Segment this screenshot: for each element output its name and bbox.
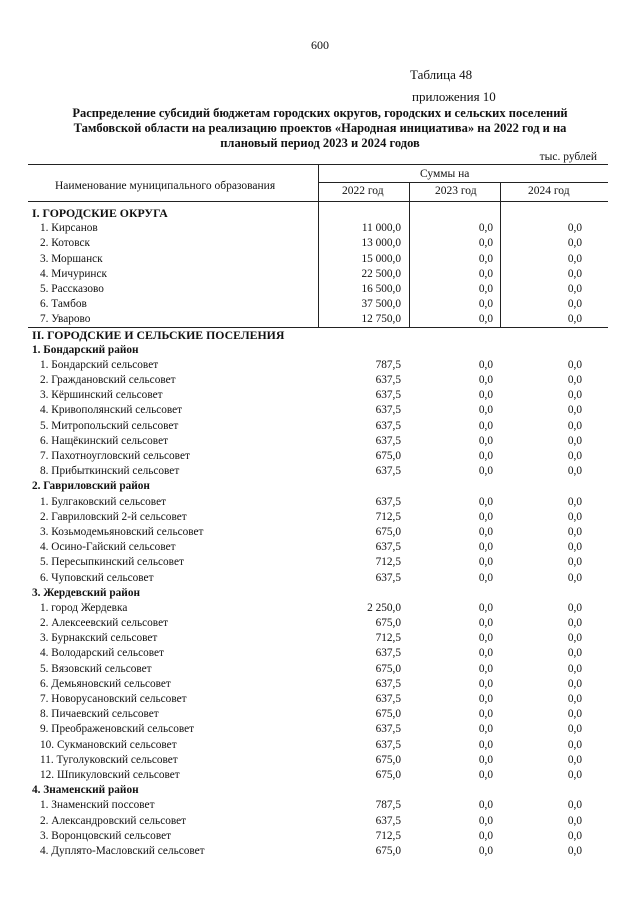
value-2024: 0,0 [567,708,582,721]
value-2024: 0,0 [567,298,582,311]
value-2022: 675,0 [375,525,401,538]
value-2022: 675,0 [375,617,401,630]
row-name: 2. Гавриловский 2-й сельсовет [40,510,187,523]
value-2023: 0,0 [478,708,493,721]
units-label: тыс. рублей [539,151,597,163]
value-2023: 0,0 [478,389,493,402]
row-name: 11. Туголуковский сельсовет [40,753,178,766]
table-row [28,814,608,829]
value-2023: 0,0 [478,495,493,508]
value-2023: 0,0 [478,374,493,387]
value-2022: 675,0 [375,708,401,721]
row-name: 7. Новорусановский сельсовет [40,693,187,705]
table-row [28,722,608,737]
row-name: 1. Бондарский район [32,343,139,356]
value-2024: 0,0 [567,404,582,417]
table-row [28,464,608,479]
value-2023: 0,0 [478,753,493,766]
value-2024: 0,0 [567,450,582,462]
value-2022: 787,5 [375,358,401,371]
row-name: I. ГОРОДСКИЕ ОКРУГА [32,206,168,220]
row-name: 8. Пичаевский сельсовет [40,708,159,721]
value-2022: 37 500,0 [361,298,401,311]
value-2023: 0,0 [478,434,493,447]
title-line-1: Распределение субсидий бюджетам городских округов, городских и сельских поселений [72,106,568,120]
table-row [28,449,608,464]
value-2023: 0,0 [478,617,493,630]
row-name: 4. Кривополянский сельсовет [40,404,183,417]
value-2023: 0,0 [478,541,493,554]
value-2023: 0,0 [478,313,493,326]
table-row [28,510,608,525]
row-name: 2. Александровский сельсовет [40,814,187,827]
row-name: 6. Нащёкинский сельсовет [40,434,169,447]
table-row [28,525,608,540]
title-line-3: плановый период 2023 и 2024 годов [220,136,420,150]
value-2024: 0,0 [567,237,582,250]
value-2023: 0,0 [478,799,493,812]
table-row [28,829,608,844]
row-name: 3. Воронцовский сельсовет [40,829,172,842]
row-name: 4. Осино-Гайский сельсовет [40,541,176,554]
value-2022: 675,0 [375,662,401,675]
title-line-2: Тамбовской области на реализацию проектов «Народная инициатива» на 2022 год и на [73,121,567,135]
value-2024: 0,0 [567,389,582,402]
district-heading [28,479,608,494]
value-2024: 0,0 [567,814,582,827]
page-number: 600 [311,38,329,52]
table-row [28,646,608,661]
row-name: 1. Знаменский поссовет [40,799,155,812]
value-2024: 0,0 [567,799,582,812]
value-2023: 0,0 [478,738,493,751]
value-2023: 0,0 [478,662,493,675]
value-2024: 0,0 [567,693,582,705]
value-2022: 637,5 [375,374,401,387]
table-row [28,419,608,434]
value-2023: 0,0 [478,237,493,250]
table-row [28,540,608,555]
value-2023: 0,0 [478,252,493,265]
value-2023: 0,0 [478,768,493,781]
value-2022: 637,5 [375,738,401,751]
value-2022: 712,5 [375,556,401,569]
row-name: 1. город Жердевка [40,601,128,614]
value-2023: 0,0 [478,723,493,736]
value-2022: 637,5 [375,465,401,478]
value-2022: 675,0 [375,768,401,781]
value-2023: 0,0 [478,677,493,690]
row-name: 4. Знаменский район [32,784,139,797]
value-2024: 0,0 [567,282,582,295]
value-2022: 637,5 [375,389,401,402]
row-name: 4. Володарский сельсовет [40,647,164,660]
value-2024: 0,0 [567,571,582,584]
value-2024: 0,0 [567,374,582,387]
value-2023: 0,0 [478,465,493,478]
value-2023: 0,0 [478,693,493,705]
value-2024: 0,0 [567,617,582,630]
value-2024: 0,0 [567,495,582,508]
row-name: 12. Шпикуловский сельсовет [40,768,180,781]
value-2024: 0,0 [567,541,582,554]
row-name: 3. Кёршинский сельсовет [40,389,163,402]
row-name: 1. Булгаковский сельсовет [40,495,167,508]
table-row [28,388,608,403]
value-2024: 0,0 [567,829,582,842]
value-2023: 0,0 [478,814,493,827]
value-2022: 637,5 [375,723,401,736]
value-2024: 0,0 [567,677,582,690]
table-row [28,662,608,677]
row-name: 5. Вязовский сельсовет [40,662,152,675]
value-2022: 712,5 [375,510,401,523]
table-row [28,434,608,449]
value-2022: 637,5 [375,419,401,432]
value-2024: 0,0 [567,222,582,235]
header-year-2023: 2023 год [435,185,477,197]
section-heading [28,328,608,343]
value-2023: 0,0 [478,222,493,235]
header-year-2022: 2022 год [342,185,384,197]
value-2022: 675,0 [375,753,401,766]
table-row [28,312,608,327]
value-2024: 0,0 [567,556,582,569]
row-name: 2. Граждановский сельсовет [40,374,176,387]
table-label: Таблица 48 [410,67,473,82]
value-2023: 0,0 [478,419,493,432]
row-name: 1. Кирсанов [40,222,98,235]
table-row [28,297,608,312]
table-row [28,495,608,510]
value-2022: 22 500,0 [361,267,401,280]
row-name: 6. Демьяновский сельсовет [40,677,171,690]
table-row [28,282,608,297]
value-2023: 0,0 [478,298,493,311]
value-2022: 637,5 [375,495,401,508]
value-2024: 0,0 [567,723,582,736]
value-2024: 0,0 [567,267,582,280]
table-row [28,753,608,768]
value-2023: 0,0 [478,601,493,614]
table-row [28,844,608,859]
value-2024: 0,0 [567,768,582,781]
row-name: 6. Чуповский сельсовет [40,571,154,584]
table-row [28,677,608,692]
row-name: 8. Прибыткинский сельсовет [40,465,180,478]
row-name: 5. Митропольский сельсовет [40,419,179,432]
district-heading [28,343,608,358]
district-heading [28,783,608,798]
table-row [28,267,608,282]
value-2023: 0,0 [478,358,493,371]
value-2024: 0,0 [567,647,582,660]
value-2023: 0,0 [478,510,493,523]
table-row [28,571,608,586]
table-body [28,206,608,859]
table-row [28,707,608,722]
value-2023: 0,0 [478,571,493,584]
value-2022: 675,0 [375,450,401,462]
value-2024: 0,0 [567,844,582,857]
table-row [28,738,608,753]
value-2022: 16 500,0 [361,282,401,295]
row-name: 7. Пахотноугловский сельсовет [40,450,190,462]
value-2023: 0,0 [478,267,493,280]
value-2022: 787,5 [375,799,401,812]
value-2024: 0,0 [567,738,582,751]
header-name-column: Наименование муниципального образования [55,180,276,192]
table-row [28,616,608,631]
row-name: II. ГОРОДСКИЕ И СЕЛЬСКИЕ ПОСЕЛЕНИЯ [32,327,285,342]
value-2022: 15 000,0 [361,252,401,265]
row-name: 5. Рассказово [40,282,104,295]
value-2022: 637,5 [375,647,401,660]
row-name: 1. Бондарский сельсовет [40,358,159,371]
value-2024: 0,0 [567,601,582,614]
value-2024: 0,0 [567,252,582,265]
table-row [28,373,608,388]
value-2023: 0,0 [478,829,493,842]
value-2022: 637,5 [375,571,401,584]
value-2024: 0,0 [567,662,582,675]
value-2024: 0,0 [567,753,582,766]
table-row [28,252,608,267]
row-name: 3. Бурнакский сельсовет [40,632,158,645]
value-2023: 0,0 [478,525,493,538]
table-row [28,692,608,707]
value-2023: 0,0 [478,282,493,295]
header-mid-rule [318,182,608,183]
row-name: 2. Котовск [40,237,90,250]
value-2024: 0,0 [567,465,582,478]
value-2022: 12 750,0 [361,313,401,326]
table-row [28,798,608,813]
row-name: 5. Пересыпкинский сельсовет [40,556,184,569]
value-2022: 637,5 [375,814,401,827]
row-name: 9. Преображеновский сельсовет [40,723,195,736]
value-2023: 0,0 [478,556,493,569]
table-row [28,631,608,646]
row-name: 7. Уварово [40,313,91,326]
header-sums-on: Суммы на [420,168,470,180]
value-2022: 675,0 [375,844,401,857]
table-row [28,768,608,783]
value-2023: 0,0 [478,404,493,417]
value-2023: 0,0 [478,647,493,660]
value-2022: 637,5 [375,404,401,417]
row-name: 2. Гавриловский район [32,480,150,493]
row-name: 2. Алексеевский сельсовет [40,617,169,630]
value-2022: 712,5 [375,829,401,842]
value-2022: 637,5 [375,693,401,705]
table-row [28,221,608,236]
value-2023: 0,0 [478,450,493,462]
appendix-label: приложения 10 [412,89,496,104]
table-row [28,555,608,570]
value-2022: 13 000,0 [361,237,401,250]
district-heading [28,586,608,601]
row-name: 4. Мичуринск [40,267,107,280]
section-heading [28,206,608,221]
value-2024: 0,0 [567,313,582,326]
value-2022: 637,5 [375,541,401,554]
row-name: 4. Дуплято-Масловский сельсовет [40,844,205,857]
value-2022: 712,5 [375,632,401,645]
row-name: 10. Сукмановский сельсовет [40,738,177,751]
row-name: 3. Жердевский район [32,586,140,599]
table-row [28,601,608,616]
value-2023: 0,0 [478,844,493,857]
row-name: 3. Моршанск [40,252,103,265]
value-2022: 637,5 [375,677,401,690]
value-2022: 637,5 [375,434,401,447]
table-title [40,106,600,151]
value-2024: 0,0 [567,419,582,432]
value-2024: 0,0 [567,358,582,371]
value-2024: 0,0 [567,510,582,523]
value-2024: 0,0 [567,632,582,645]
header-year-2024: 2024 год [528,185,570,197]
value-2024: 0,0 [567,525,582,538]
value-2022: 11 000,0 [361,222,401,235]
value-2023: 0,0 [478,632,493,645]
row-name: 6. Тамбов [40,298,87,311]
table-row [28,358,608,373]
table-row [28,403,608,418]
value-2024: 0,0 [567,434,582,447]
value-2022: 2 250,0 [367,601,401,614]
table-row [28,236,608,251]
row-name: 3. Козьмодемьяновский сельсовет [40,525,204,538]
